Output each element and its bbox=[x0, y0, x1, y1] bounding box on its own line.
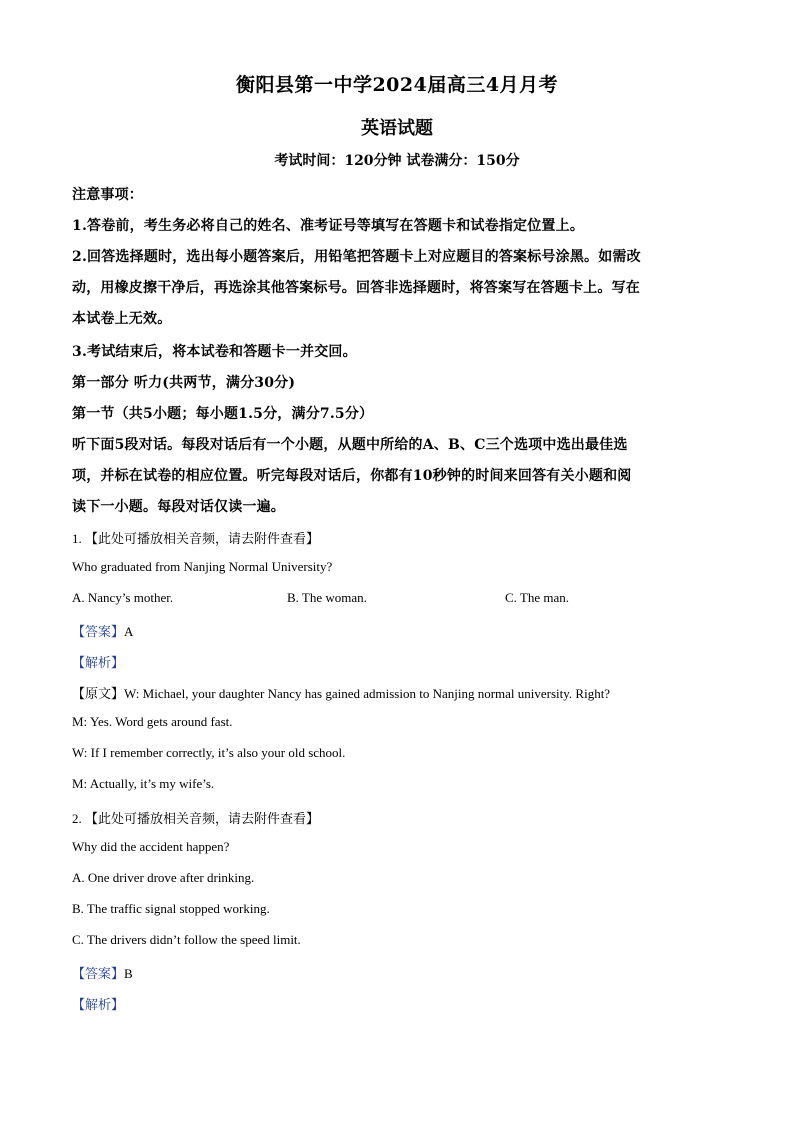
q2-answer bbox=[72, 963, 732, 982]
section1-heading: 第一节（共5小题；每小题1.5分，满分7.5分） bbox=[72, 406, 374, 422]
q1-answer-value: A bbox=[124, 624, 134, 639]
q1-transcript-line-4: M: Actually, it’s my wife’s. bbox=[72, 776, 215, 791]
q2-audio-note: 2. 【此处可播放相关音频，请去附件查看】 bbox=[72, 811, 320, 826]
q2-option-c: C. The drivers didn’t follow the speed limit. bbox=[72, 932, 301, 947]
q1-transcript-label: 【原文】 bbox=[72, 686, 125, 701]
q1-option-b: B. The woman. bbox=[287, 590, 367, 605]
exam-title: 衡阳县第一中学2024届高三4月月考 bbox=[235, 74, 559, 96]
q1-option-c: C. The man. bbox=[505, 590, 570, 605]
q1-transcript-line-2: M: Yes. Word gets around fast. bbox=[72, 714, 233, 729]
exam-info: 考试时间：120分钟 试卷满分：150分 bbox=[274, 153, 520, 169]
notes-item-2-line-1: 2.回答选择题时，选出每小题答案后，用铅笔把答题卡上对应题目的答案标号涂黑。如需改 bbox=[72, 249, 641, 265]
q2-answer-value: B bbox=[124, 966, 133, 981]
q2-answer-label: 【答案】 bbox=[72, 966, 125, 981]
q2-option-b: B. The traffic signal stopped working. bbox=[72, 901, 270, 916]
q1-question: Who graduated from Nanjing Normal University? bbox=[72, 559, 333, 574]
q1-transcript-text-1: W: Michael, your daughter Nancy has gained admission to Nanjing normal university. Right? bbox=[124, 686, 611, 701]
q1-answer-label: 【答案】 bbox=[72, 624, 125, 639]
notes-item-2-line-3: 本试卷上无效。 bbox=[72, 311, 172, 327]
instructions-line-3: 读下一小题。每段对话仅读一遍。 bbox=[72, 499, 285, 515]
q2-analysis-label: 【解析】 bbox=[72, 997, 125, 1012]
notes-item-2-line-2: 动，用橡皮擦干净后，再选涂其他答案标号。回答非选择题时，将答案写在答题卡上。写在 bbox=[72, 280, 640, 296]
notes-heading: 注意事项： bbox=[72, 187, 143, 203]
notes-item-3: 3.考试结束后，将本试卷和答题卡一并交回。 bbox=[72, 344, 357, 360]
q1-transcript-line-3: W: If I remember correctly, it’s also your old school. bbox=[72, 745, 346, 760]
notes-item-1: 1.答卷前，考生务必将自己的姓名、准考证号等填写在答题卡和试卷指定位置上。 bbox=[72, 218, 585, 234]
q1-option-a: A. Nancy’s mother. bbox=[72, 590, 174, 605]
part1-heading: 第一部分 听力(共两节，满分30分) bbox=[72, 375, 296, 391]
exam-subtitle: 英语试题 bbox=[361, 118, 433, 139]
q1-answer bbox=[72, 621, 732, 640]
q2-option-a: A. One driver drove after drinking. bbox=[72, 870, 255, 885]
q1-analysis-label: 【解析】 bbox=[72, 655, 125, 670]
q2-question: Why did the accident happen? bbox=[72, 839, 230, 854]
q1-transcript-line-1 bbox=[72, 683, 732, 702]
instructions-line-2: 项，并标在试卷的相应位置。听完每段对话后，你都有10秒钟的时间来回答有关小题和阅 bbox=[72, 468, 632, 484]
q1-audio-note: 1. 【此处可播放相关音频，请去附件查看】 bbox=[72, 531, 320, 546]
instructions-line-1: 听下面5段对话。每段对话后有一个小题，从题中所给的A、B、C三个选项中选出最佳选 bbox=[72, 437, 628, 453]
